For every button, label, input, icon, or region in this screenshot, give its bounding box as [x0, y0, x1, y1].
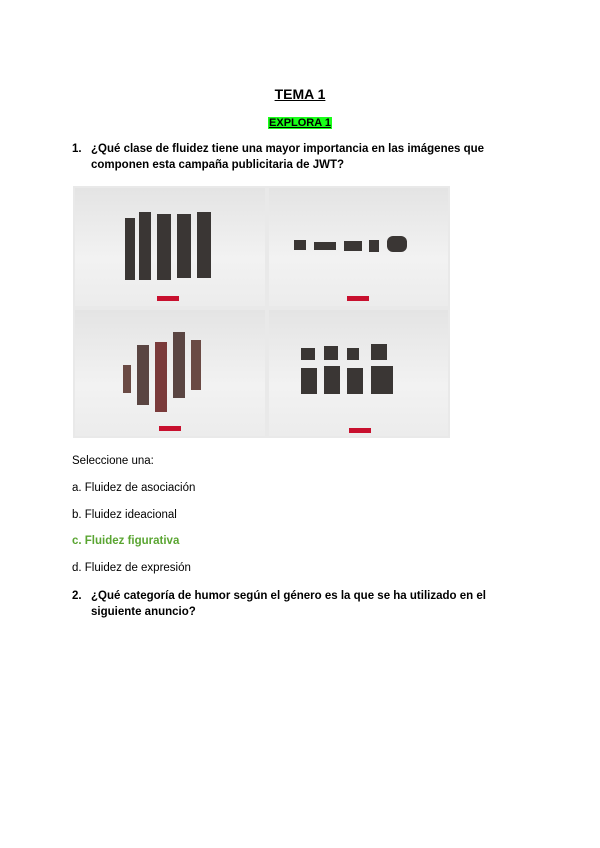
question-number: 1.: [72, 143, 82, 155]
page-title: [0, 86, 600, 102]
question-text: ¿Qué categoría de humor según el género es la que se ha utilizado en el siguiente anuncio?: [91, 590, 486, 618]
option-c-correct[interactable]: c. Fluidez figurativa: [72, 535, 180, 547]
question-number: 2.: [72, 590, 82, 602]
option-a[interactable]: a. Fluidez de asociación: [72, 482, 196, 494]
rhino-image: [75, 310, 265, 436]
camera-image: [269, 310, 448, 436]
select-prompt: Seleccione una:: [72, 455, 154, 467]
title-text: TEMA 1: [274, 86, 326, 102]
section-heading: [0, 117, 600, 129]
elephant-image: [75, 188, 265, 306]
question-2: [72, 588, 532, 620]
question-1: [72, 141, 512, 173]
section-text: EXPLORA 1: [269, 117, 331, 129]
campaign-image-grid: [73, 186, 450, 438]
option-d[interactable]: d. Fluidez de expresión: [72, 562, 191, 574]
option-b[interactable]: b. Fluidez ideacional: [72, 509, 177, 521]
cassette-image: [269, 188, 448, 306]
question-text: ¿Qué clase de fluidez tiene una mayor importancia en las imágenes que componen esta campaña publicitaria de JWT?: [91, 143, 485, 171]
